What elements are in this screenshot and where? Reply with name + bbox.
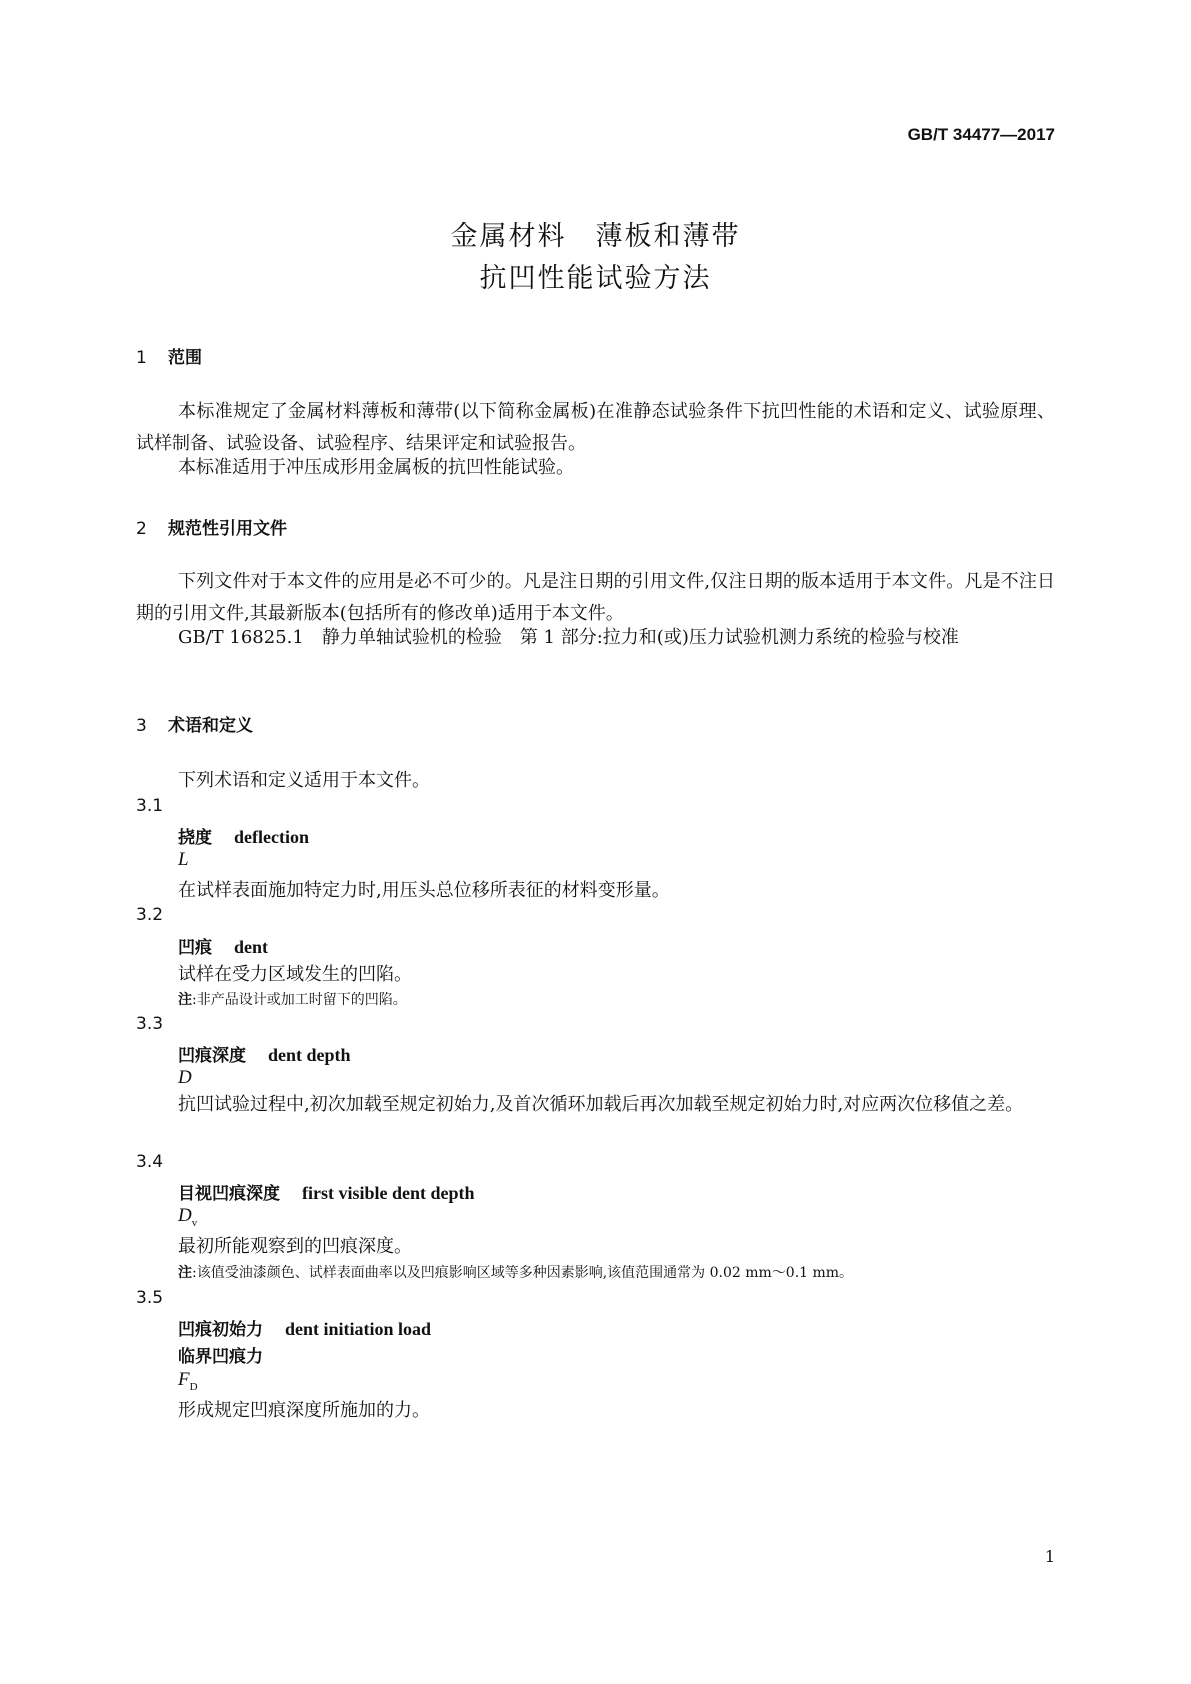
term-note: 注:非产品设计或加工时留下的凹陷。 xyxy=(178,992,407,1008)
term-symbol: $F_D$ xyxy=(178,1369,198,1393)
term-entry xyxy=(178,823,309,848)
term-english: first visible dent depth xyxy=(302,1183,475,1203)
term-entry xyxy=(178,1179,475,1204)
term-english: dent initiation load xyxy=(285,1319,432,1339)
clause-number: 3.1 xyxy=(136,796,164,816)
term-symbol: D xyxy=(178,1067,192,1088)
term-definition: 试样在受力区域发生的凹陷。 xyxy=(178,964,412,985)
term-entry xyxy=(178,1315,431,1340)
clause-number: 3.5 xyxy=(136,1288,164,1308)
section-number: 1 xyxy=(136,348,147,368)
term-symbol: $D_v$ xyxy=(178,1205,198,1229)
term-english: dent xyxy=(234,937,269,957)
section-2-reference: GB/T 16825.1 静力单轴试验机的检验 第 1 部分:拉力和(或)压力试验机测力系统的检验与校准 xyxy=(178,627,959,648)
page-number: 1 xyxy=(1044,1547,1055,1566)
document-title-line-1: 金属材料 薄板和薄带 xyxy=(450,221,741,252)
section-title: 规范性引用文件 xyxy=(168,519,287,539)
clause-number: 3.4 xyxy=(136,1152,164,1172)
clause-number: 3.2 xyxy=(136,905,164,925)
term-english: deflection xyxy=(234,827,309,847)
document-title-line-2: 抗凹性能试验方法 xyxy=(479,263,712,294)
term-definition: 最初所能观察到的凹痕深度。 xyxy=(178,1236,412,1257)
section-1-heading xyxy=(136,343,202,368)
term-symbol: L xyxy=(178,849,189,870)
term-entry xyxy=(178,1041,351,1066)
term-synonym xyxy=(178,1342,285,1367)
term-chinese: 凹痕初始力 xyxy=(178,1320,263,1340)
section-title: 范围 xyxy=(168,348,202,368)
term-chinese: 临界凹痕力 xyxy=(178,1347,263,1367)
term-note: 注:该值受油漆颜色、试样表面曲率以及凹痕影响区域等多种因素影响,该值范围通常为 0.02 mm～0.1 mm。 xyxy=(178,1265,854,1281)
section-1-paragraph-2: 本标准适用于冲压成形用金属板的抗凹性能试验。 xyxy=(178,457,574,478)
clause-number: 3.3 xyxy=(136,1014,164,1034)
section-number: 2 xyxy=(136,519,147,539)
note-label: 注 xyxy=(178,992,192,1008)
term-definition: 形成规定凹痕深度所施加的力。 xyxy=(178,1400,430,1421)
section-number: 3 xyxy=(136,716,147,736)
section-2-heading xyxy=(136,514,287,539)
term-definition: 抗凹试验过程中,初次加载至规定初始力,及首次循环加载后再次加载至规定初始力时,对应两次位移值之差。 xyxy=(178,1094,1024,1115)
term-chinese: 凹痕深度 xyxy=(178,1046,246,1066)
term-entry xyxy=(178,933,268,958)
term-english: dent depth xyxy=(268,1045,351,1065)
section-3-heading xyxy=(136,711,253,736)
term-chinese: 挠度 xyxy=(178,828,212,848)
standard-number: GB/T 34477—2017 xyxy=(907,125,1055,144)
term-definition: 在试样表面施加特定力时,用压头总位移所表征的材料变形量。 xyxy=(178,880,670,901)
section-1-paragraph-1: 本标准规定了金属材料薄板和薄带(以下简称金属板)在准静态试验条件下抗凹性能的术语和定义、试验原理、试样制备、试验设备、试验程序、结果评定和试验报告。 xyxy=(136,401,1055,454)
section-3-intro: 下列术语和定义适用于本文件。 xyxy=(178,770,430,791)
section-title: 术语和定义 xyxy=(168,716,253,736)
term-chinese: 目视凹痕深度 xyxy=(178,1184,280,1204)
term-chinese: 凹痕 xyxy=(178,938,212,958)
note-label: 注 xyxy=(178,1265,192,1281)
section-2-paragraph-1: 下列文件对于本文件的应用是必不可少的。凡是注日期的引用文件,仅注日期的版本适用于本文件。凡是不注日期的引用文件,其最新版本(包括所有的修改单)适用于本文件。 xyxy=(136,571,1055,624)
